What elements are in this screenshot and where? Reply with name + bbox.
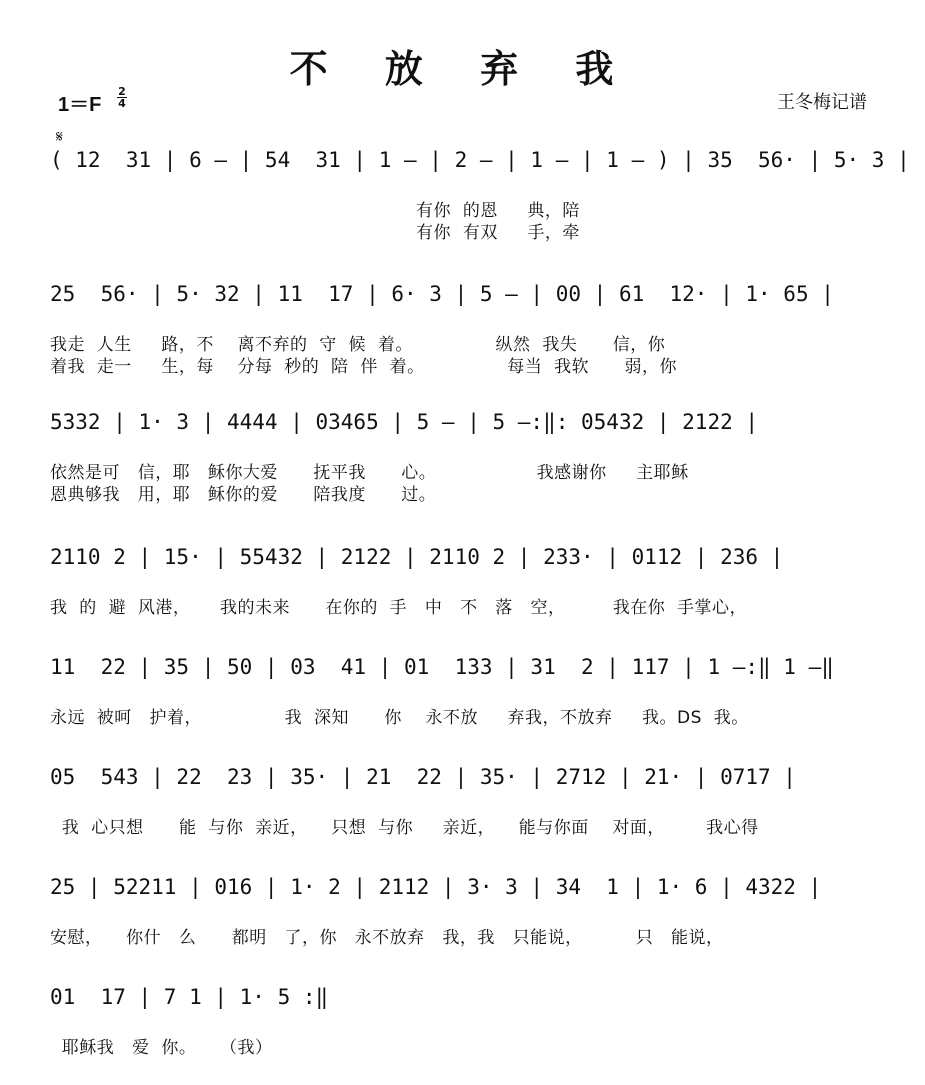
notation-line: 25 56· | 5· 32 | 11 17 | 6· 3 | 5 — | 00 | 61 12· | 1· 65 | — [50, 282, 834, 306]
arranger-credit: 王冬梅记谱 — [777, 92, 867, 113]
notation-line: ( 12 31 | 6 — | 54 31 | 1 — | 2 — | 1 — | 1 — ) | 35 56· | 5· 3 | — [50, 148, 910, 172]
song-title: 不 放 弃 我 — [289, 46, 636, 91]
time-signature-bottom: 4 — [118, 97, 126, 110]
notation-line: 2110 2 | 15· | 55432 | 2122 | 2110 2 | 233· | 0112 | 236 | — [50, 545, 784, 569]
notation-line: 5332 | 1· 3 | 4444 | 03465 | 5 — | 5 —:‖: 05432 | 2122 | — [50, 410, 759, 434]
lyric-line: 永远 被呵 护着， 我 深知 你 永不放 弃我，不放弃 我。DS 我。 — [50, 708, 749, 728]
lyric-line: 恩典够我 用，耶 稣你的爱 陪我度 过。 — [50, 485, 437, 505]
lyric-line: 依然是可 信，耶 稣你大爱 抚平我 心。 我感谢你 主耶稣 — [50, 463, 689, 483]
lyric-line: 耶稣我 爱 你。 （我） — [50, 1038, 273, 1058]
notation-line: 25 | 52211 | 016 | 1· 2 | 2112 | 3· 3 | 34 1 | 1· 6 | 4322 | — [50, 875, 822, 899]
lyric-line: 着我 走一 生，每 分每 秒的 陪 伴 着。 每当 我软 弱，你 — [50, 357, 678, 377]
lyric-line: 我走 人生 路，不 离不弃的 守 候 着。 纵然 我失 信，你 — [50, 335, 666, 355]
notation-line: 01 17 | 7 1 | 1· 5 :‖ — [50, 985, 329, 1009]
notation-line: 11 22 | 35 | 50 | 03 41 | 01 133 | 31 2 | 117 | 1 —:‖ 1 —‖ — [50, 655, 834, 679]
lyric-line: 有你 的恩 典，陪 — [50, 201, 580, 221]
key-signature: 1＝F — [58, 94, 102, 116]
lyric-line: 我 的 避 风港， 我的未来 在你的 手 中 不 落 空， 我在你 手掌心， — [50, 598, 748, 618]
segno-icon: 𝄋 — [56, 127, 63, 146]
lyric-line: 安慰， 你什 么 都明 了，你 永不放弃 我，我 只能说， 只 能说， — [50, 928, 724, 948]
notation-line: 05 543 | 22 23 | 35· | 21 22 | 35· | 2712 | 21· | 0717 | — [50, 765, 796, 789]
time-signature — [116, 86, 128, 109]
time-signature-top: 2 — [118, 85, 126, 98]
lyric-line: 我 心只想 能 与你 亲近， 只想 与你 亲近， 能与你面 对面， 我心得 — [50, 818, 759, 838]
lyric-line: 有你 有双 手，牵 — [50, 223, 580, 243]
